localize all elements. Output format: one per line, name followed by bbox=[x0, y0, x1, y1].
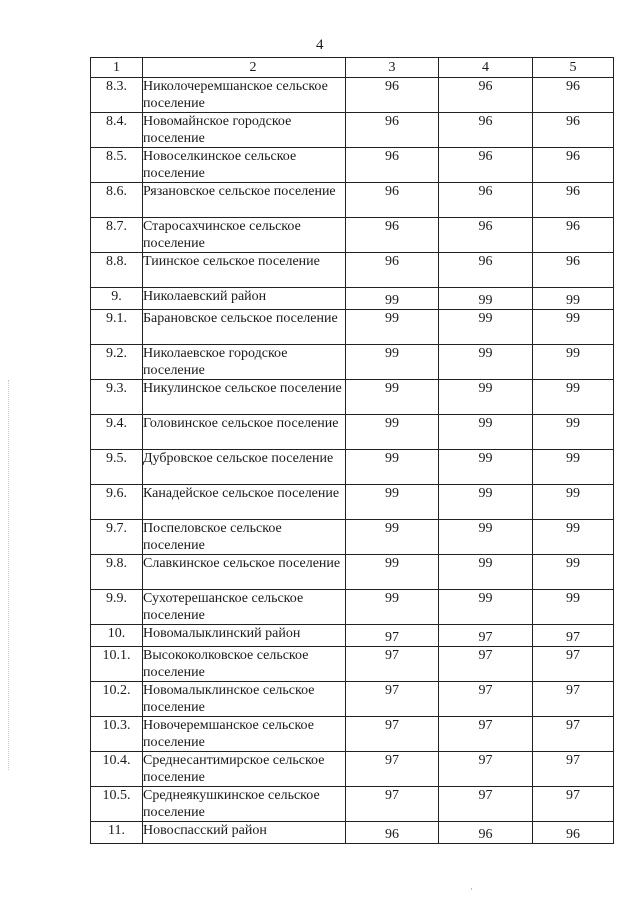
settlement-name: Никулинское сельское поселение bbox=[143, 380, 346, 415]
table-row bbox=[91, 717, 614, 752]
value-col-3: 99 bbox=[346, 345, 439, 380]
value-col-4: 96 bbox=[439, 822, 533, 844]
value-col-5: 99 bbox=[533, 288, 614, 310]
value-col-5: 99 bbox=[533, 555, 614, 590]
value-col-5: 97 bbox=[533, 717, 614, 752]
settlement-name: Сухотерешанское сельское поселение bbox=[143, 590, 346, 625]
settlement-name: Тиинское сельское поселение bbox=[143, 253, 346, 288]
column-header: 3 bbox=[346, 58, 439, 78]
settlement-name: Среднеякушкинское сельское поселение bbox=[143, 787, 346, 822]
settlements-table bbox=[90, 57, 614, 844]
value-col-3: 99 bbox=[346, 415, 439, 450]
row-number: 10. bbox=[91, 625, 143, 647]
table-row bbox=[91, 310, 614, 345]
table-row bbox=[91, 78, 614, 113]
value-col-5: 97 bbox=[533, 647, 614, 682]
value-col-4: 97 bbox=[439, 682, 533, 717]
settlement-name: Барановское сельское поселение bbox=[143, 310, 346, 345]
row-number: 9.2. bbox=[91, 345, 143, 380]
table-row bbox=[91, 555, 614, 590]
value-col-4: 96 bbox=[439, 148, 533, 183]
value-col-5: 97 bbox=[533, 787, 614, 822]
row-number: 10.5. bbox=[91, 787, 143, 822]
value-col-5: 96 bbox=[533, 183, 614, 218]
value-col-5: 99 bbox=[533, 345, 614, 380]
row-number: 10.1. bbox=[91, 647, 143, 682]
value-col-5: 99 bbox=[533, 590, 614, 625]
settlement-name: Новомалыклинское сельское поселение bbox=[143, 682, 346, 717]
value-col-3: 96 bbox=[346, 78, 439, 113]
table-row bbox=[91, 485, 614, 520]
table-row bbox=[91, 345, 614, 380]
table-header-row bbox=[91, 58, 614, 78]
value-col-4: 97 bbox=[439, 717, 533, 752]
value-col-4: 99 bbox=[439, 590, 533, 625]
scan-speck: · bbox=[470, 884, 473, 894]
value-col-4: 99 bbox=[439, 555, 533, 590]
value-col-4: 99 bbox=[439, 520, 533, 555]
table-row bbox=[91, 450, 614, 485]
value-col-5: 97 bbox=[533, 625, 614, 647]
table-row bbox=[91, 148, 614, 183]
row-number: 9.7. bbox=[91, 520, 143, 555]
value-col-3: 97 bbox=[346, 682, 439, 717]
value-col-4: 96 bbox=[439, 113, 533, 148]
table-row bbox=[91, 380, 614, 415]
value-col-4: 96 bbox=[439, 183, 533, 218]
value-col-4: 99 bbox=[439, 345, 533, 380]
settlement-name: Поспеловское сельское поселение bbox=[143, 520, 346, 555]
value-col-3: 99 bbox=[346, 590, 439, 625]
column-header: 5 bbox=[533, 58, 614, 78]
value-col-4: 99 bbox=[439, 380, 533, 415]
value-col-3: 97 bbox=[346, 752, 439, 787]
row-number: 8.5. bbox=[91, 148, 143, 183]
value-col-4: 97 bbox=[439, 752, 533, 787]
value-col-3: 97 bbox=[346, 625, 439, 647]
row-number: 8.6. bbox=[91, 183, 143, 218]
table-row bbox=[91, 253, 614, 288]
row-number: 9.4. bbox=[91, 415, 143, 450]
value-col-4: 97 bbox=[439, 787, 533, 822]
value-col-5: 99 bbox=[533, 310, 614, 345]
table-row bbox=[91, 752, 614, 787]
value-col-3: 97 bbox=[346, 717, 439, 752]
value-col-3: 96 bbox=[346, 218, 439, 253]
value-col-5: 99 bbox=[533, 520, 614, 555]
row-number: 10.3. bbox=[91, 717, 143, 752]
value-col-4: 96 bbox=[439, 218, 533, 253]
value-col-4: 96 bbox=[439, 253, 533, 288]
row-number: 9.3. bbox=[91, 380, 143, 415]
value-col-3: 99 bbox=[346, 450, 439, 485]
column-header: 2 bbox=[143, 58, 346, 78]
table-row bbox=[91, 113, 614, 148]
value-col-3: 99 bbox=[346, 485, 439, 520]
settlement-name: Новомайнское городское поселение bbox=[143, 113, 346, 148]
row-number: 8.7. bbox=[91, 218, 143, 253]
value-col-5: 96 bbox=[533, 253, 614, 288]
value-col-3: 99 bbox=[346, 520, 439, 555]
settlement-name: Николаевский район bbox=[143, 288, 346, 310]
settlement-name: Новоселкинское сельское поселение bbox=[143, 148, 346, 183]
settlement-name: Николаевское городское поселение bbox=[143, 345, 346, 380]
value-col-3: 99 bbox=[346, 310, 439, 345]
value-col-5: 96 bbox=[533, 113, 614, 148]
table-row bbox=[91, 520, 614, 555]
row-number: 9. bbox=[91, 288, 143, 310]
value-col-3: 96 bbox=[346, 822, 439, 844]
value-col-4: 99 bbox=[439, 485, 533, 520]
value-col-3: 99 bbox=[346, 555, 439, 590]
value-col-5: 96 bbox=[533, 148, 614, 183]
settlement-name: Дубровское сельское поселение bbox=[143, 450, 346, 485]
value-col-5: 99 bbox=[533, 415, 614, 450]
value-col-3: 96 bbox=[346, 113, 439, 148]
row-number: 8.4. bbox=[91, 113, 143, 148]
value-col-4: 97 bbox=[439, 625, 533, 647]
value-col-5: 96 bbox=[533, 78, 614, 113]
column-header: 1 bbox=[91, 58, 143, 78]
value-col-5: 99 bbox=[533, 450, 614, 485]
table-row bbox=[91, 590, 614, 625]
table-row bbox=[91, 822, 614, 844]
settlement-name: Новоспасский район bbox=[143, 822, 346, 844]
scan-margin-marks bbox=[8, 380, 11, 770]
settlement-name: Новочеремшанское сельское поселение bbox=[143, 717, 346, 752]
column-header: 4 bbox=[439, 58, 533, 78]
row-number: 10.4. bbox=[91, 752, 143, 787]
table-row bbox=[91, 288, 614, 310]
value-col-5: 97 bbox=[533, 752, 614, 787]
value-col-5: 99 bbox=[533, 485, 614, 520]
value-col-3: 96 bbox=[346, 183, 439, 218]
row-number: 9.9. bbox=[91, 590, 143, 625]
value-col-4: 99 bbox=[439, 288, 533, 310]
table-row bbox=[91, 787, 614, 822]
row-number: 9.5. bbox=[91, 450, 143, 485]
row-number: 9.1. bbox=[91, 310, 143, 345]
settlement-name: Старосахчинское сельское поселение bbox=[143, 218, 346, 253]
table-row bbox=[91, 415, 614, 450]
table-row bbox=[91, 218, 614, 253]
value-col-4: 99 bbox=[439, 450, 533, 485]
value-col-3: 97 bbox=[346, 647, 439, 682]
settlement-name: Высококолковское сельское поселение bbox=[143, 647, 346, 682]
settlement-name: Канадейское сельское поселение bbox=[143, 485, 346, 520]
value-col-4: 96 bbox=[439, 78, 533, 113]
value-col-3: 96 bbox=[346, 148, 439, 183]
row-number: 9.6. bbox=[91, 485, 143, 520]
value-col-4: 99 bbox=[439, 310, 533, 345]
value-col-5: 99 bbox=[533, 380, 614, 415]
table-row bbox=[91, 625, 614, 647]
table-row bbox=[91, 682, 614, 717]
value-col-3: 99 bbox=[346, 288, 439, 310]
settlement-name: Головинское сельское поселение bbox=[143, 415, 346, 450]
value-col-4: 99 bbox=[439, 415, 533, 450]
value-col-3: 97 bbox=[346, 787, 439, 822]
value-col-3: 99 bbox=[346, 380, 439, 415]
table-body bbox=[91, 78, 614, 844]
value-col-5: 96 bbox=[533, 822, 614, 844]
settlement-name: Рязановское сельское поселение bbox=[143, 183, 346, 218]
table-row bbox=[91, 647, 614, 682]
table-row bbox=[91, 183, 614, 218]
value-col-5: 97 bbox=[533, 682, 614, 717]
row-number: 10.2. bbox=[91, 682, 143, 717]
value-col-3: 96 bbox=[346, 253, 439, 288]
settlement-name: Николочеремшанское сельское поселение bbox=[143, 78, 346, 113]
settlement-name: Новомалыклинский район bbox=[143, 625, 346, 647]
page-number: 4 bbox=[316, 37, 324, 53]
settlement-name: Славкинское сельское поселение bbox=[143, 555, 346, 590]
row-number: 11. bbox=[91, 822, 143, 844]
row-number: 9.8. bbox=[91, 555, 143, 590]
settlement-name: Среднесантимирское сельское поселение bbox=[143, 752, 346, 787]
row-number: 8.3. bbox=[91, 78, 143, 113]
value-col-4: 97 bbox=[439, 647, 533, 682]
row-number: 8.8. bbox=[91, 253, 143, 288]
value-col-5: 96 bbox=[533, 218, 614, 253]
